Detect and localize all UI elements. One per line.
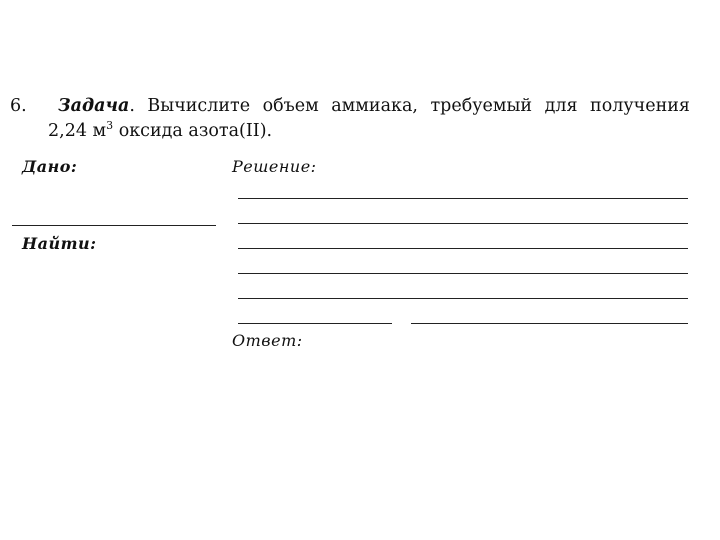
task-word: для bbox=[544, 96, 578, 116]
solution-label: Решение: bbox=[232, 157, 317, 176]
task-word: объем bbox=[262, 96, 319, 116]
solution-answer-line-2 bbox=[238, 223, 688, 224]
task-title-group bbox=[58, 96, 135, 116]
task-word: аммиака, bbox=[331, 96, 418, 116]
task-substance: оксида азота(II). bbox=[113, 121, 273, 141]
solution-answer-line-1 bbox=[238, 198, 688, 199]
given-label: Дано: bbox=[22, 157, 78, 176]
task-number: 6. bbox=[10, 96, 27, 116]
task-title: Задача bbox=[58, 96, 130, 116]
solution-answer-line-6b bbox=[411, 323, 688, 324]
task-statement-line-2 bbox=[48, 121, 272, 141]
solution-answer-line-5 bbox=[238, 298, 688, 299]
solution-answer-line-3 bbox=[238, 248, 688, 249]
task-statement-line-1 bbox=[58, 96, 690, 116]
find-label: Найти: bbox=[22, 234, 97, 253]
solution-answer-line-6a bbox=[238, 323, 392, 324]
task-title-period: . bbox=[129, 96, 135, 116]
task-volume-exponent: 3 bbox=[106, 119, 114, 132]
answer-label: Ответ: bbox=[232, 331, 303, 350]
task-word: получения bbox=[590, 96, 690, 116]
given-separator-line bbox=[12, 225, 216, 226]
solution-answer-line-4 bbox=[238, 273, 688, 274]
task-word: Вычислите bbox=[147, 96, 251, 116]
task-volume: 2,24 м bbox=[48, 121, 107, 141]
task-word: требуемый bbox=[430, 96, 533, 116]
